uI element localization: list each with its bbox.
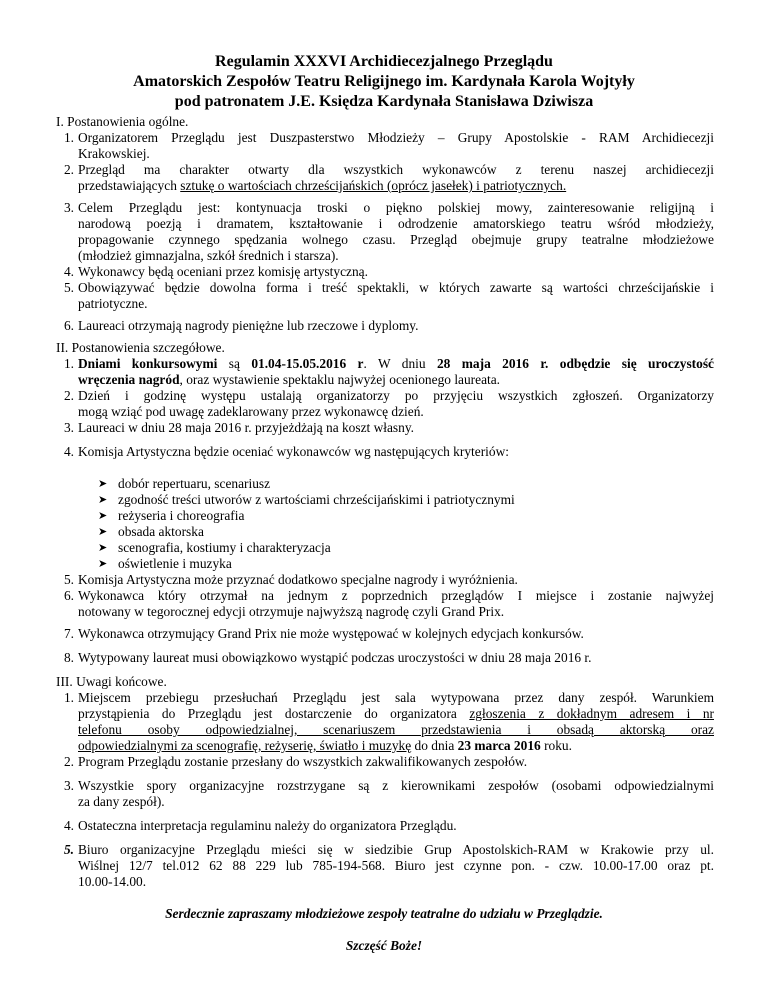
section-2-item-3 xyxy=(63,420,714,436)
item-number: 1. xyxy=(63,690,74,705)
closing-blessing: Szczęść Boże! xyxy=(345,938,423,953)
item-number: 6. xyxy=(63,588,74,603)
item-number: 3. xyxy=(63,778,74,793)
item-number: 2. xyxy=(63,388,74,403)
item-text-line: narodową poezją i dramatem, kształtowanie i odrodzenie amatorskiego teatru wśród młodzieży, xyxy=(78,216,714,231)
document-title-line-1: Regulamin XXXVI Archidiecezjalnego Przeglądu xyxy=(215,53,553,70)
section-2-item-8 xyxy=(63,650,714,666)
item-text: , oraz wystawienie spektaklu najwyżej ocenionego laureata. xyxy=(179,372,501,387)
item-number: 1. xyxy=(63,356,74,371)
item-number: 2. xyxy=(63,162,74,177)
criteria-text: reżyseria i choreografia xyxy=(118,508,245,523)
item-number: 3. xyxy=(63,420,74,435)
item-text: roku. xyxy=(540,738,572,753)
bold-text: 28 maja 2016 r. odbędzie się uroczystość xyxy=(436,356,714,371)
item-number: 5. xyxy=(63,572,74,587)
item-text-line: Dzień i godzinę występu ustalają organizatorzy po przyjęciu wszystkich zgłoszeń. Organizatorzy xyxy=(78,388,714,403)
item-text-line: Laureaci otrzymają nagrody pieniężne lub rzeczowe i dyplomy. xyxy=(78,318,419,333)
item-text-line: Przegląd ma charakter otwarty dla wszystkich wykonawców z terenu naszej archidiecezji xyxy=(78,162,714,177)
item-text-line: Ostateczna interpretacja regulaminu należy do organizatora Przeglądu. xyxy=(78,818,457,833)
item-text-line: mogą wziąć pod uwagę zadeklarowany przez wykonawcę dzień. xyxy=(78,404,424,419)
section-2-item-7 xyxy=(63,626,714,642)
section-3-item-1 xyxy=(63,690,714,754)
underlined-text: zgłoszenia z dokładnym adresem i nr xyxy=(469,706,714,721)
item-text-line: 10.00-14.00. xyxy=(78,874,147,889)
item-text-line: Program Przeglądu zostanie przesłany do wszystkich zakwalifikowanych zespołów. xyxy=(78,754,528,769)
item-text-line: Biuro organizacyjne Przeglądu mieści się w siedzibie Grup Apostolskich-RAM w Krakowie przy ul. xyxy=(78,842,714,857)
item-text: przystąpienia do Przeglądu jest dostarczenie do organizatora xyxy=(78,706,470,721)
criteria-text: obsada aktorska xyxy=(118,524,204,539)
item-text-line: Wykonawca który otrzymał na jednym z poprzednich przeglądów I miejsce i zostanie najwyżej xyxy=(78,588,714,603)
document-title-line-3: pod patronatem J.E. Księdza Kardynała Stanisława Dziwisza xyxy=(174,93,594,110)
item-number: 3. xyxy=(63,200,74,215)
item-text: są xyxy=(217,356,252,371)
criteria-text: scenografia, kostiumy i charakteryzacja xyxy=(118,540,331,555)
section-2-item-2 xyxy=(63,388,714,420)
item-number: 8. xyxy=(63,650,74,665)
arrow-bullet-icon: ➤ xyxy=(98,510,108,522)
document-title-line-2: Amatorskich Zespołów Teatru Religijnego im. Kardynała Karola Wojtyły xyxy=(133,73,635,90)
section-2-item-1 xyxy=(63,356,714,388)
bold-text: 23 marca 2016 xyxy=(457,738,541,753)
item-text-line: notowany w tegorocznej edycji otrzymuje najwyższą nagrodę czyli Grand Prix. xyxy=(78,604,505,619)
section-1-item-1 xyxy=(63,130,714,162)
section-3-item-5 xyxy=(63,842,714,890)
section-3-heading: III. Uwagi końcowe. xyxy=(56,674,167,689)
item-number: 4. xyxy=(63,444,74,459)
bold-text: 01.04-15.05.2016 r xyxy=(251,356,364,371)
arrow-bullet-icon: ➤ xyxy=(98,558,108,570)
criteria-text: dobór repertuaru, scenariusz xyxy=(118,476,271,491)
section-1-item-2 xyxy=(63,162,714,194)
item-text-line: propagowanie czynnego spędzania wolnego czasu. Przegląd obejmuje grupy teatralne młodzieżowe xyxy=(78,232,714,247)
item-number: 5. xyxy=(63,280,74,295)
item-text-line: Krakowskiej. xyxy=(78,146,150,161)
item-text-line: Wykonawca otrzymujący Grand Prix nie może występować w kolejnych edycjach konkursów. xyxy=(78,626,584,641)
item-text-line: za dany zespół). xyxy=(78,794,165,809)
arrow-bullet-icon: ➤ xyxy=(98,494,108,506)
item-text: . W dniu xyxy=(363,356,437,371)
section-3-item-2 xyxy=(63,754,714,770)
item-number: 4. xyxy=(63,264,74,279)
section-2-item-6 xyxy=(63,588,714,620)
item-number: 1. xyxy=(63,130,74,145)
criteria-text: zgodność treści utworów z wartościami chrześcijańskimi i patriotycznymi xyxy=(118,492,515,507)
underlined-text: odpowiedzialnymi za scenografię, reżyserię, światło i muzykę xyxy=(78,738,412,753)
item-text-line: Komisja Artystyczna będzie oceniać wykonawców wg następujących kryteriów: xyxy=(78,444,509,459)
bold-text: wręczenia nagród xyxy=(78,372,180,387)
item-text-line: Miejscem przebiegu przesłuchań Przeglądu jest sala wytypowana przez dany zespół. Warunkiem xyxy=(78,690,714,705)
arrow-bullet-icon: ➤ xyxy=(98,478,108,490)
item-text-line: Wszystkie spory organizacyjne rozstrzygane są z kierownikami zespołów (osobami odpowiedzialnymi xyxy=(78,778,714,793)
item-number: 5. xyxy=(63,842,74,857)
section-1-item-5 xyxy=(63,280,714,312)
item-text-line: Wykonawcy będą oceniani przez komisję artystyczną. xyxy=(78,264,368,279)
section-3-item-3 xyxy=(63,778,714,810)
item-text-line: przedstawiających xyxy=(78,178,181,193)
section-1-item-6 xyxy=(63,318,714,334)
underlined-text: sztukę o wartościach chrześcijańskich (oprócz jasełek) i patriotycznych. xyxy=(180,178,567,193)
item-text-line: Laureaci w dniu 28 maja 2016 r. przyjeżdżają na koszt własny. xyxy=(78,420,415,435)
item-number: 2. xyxy=(63,754,74,769)
item-number: 6. xyxy=(63,318,74,333)
closing-invitation: Serdecznie zapraszamy młodzieżowe zespoły teatralne do udziału w Przeglądzie. xyxy=(165,906,603,921)
underlined-text: telefonu osoby odpowiedzialnej, scenariuszem przedstawienia i obsadą aktorską oraz xyxy=(78,722,714,737)
criteria-text: oświetlenie i muzyka xyxy=(118,556,232,571)
item-text-line: (młodzież gimnazjalna, szkół średnich i starsza). xyxy=(78,248,339,263)
item-text-line: Organizatorem Przeglądu jest Duszpasterstwo Młodzieży – Grupy Apostolskie - RAM Archidiecezji xyxy=(78,130,714,145)
arrow-bullet-icon: ➤ xyxy=(98,526,108,538)
item-text: do dnia xyxy=(411,738,458,753)
item-text-line: Wiślnej 12/7 tel.012 62 88 229 lub 785-194-568. Biuro jest czynne pon. - czw. 10.00-17.00 oraz pt. xyxy=(78,858,714,873)
item-text-line: Obowiązywać będzie dowolna forma i treść spektakli, w których zawarte są wartości chrześcijańskie i xyxy=(78,280,714,295)
item-text-line: Komisja Artystyczna może przyznać dodatkowo specjalne nagrody i wyróżnienia. xyxy=(78,572,518,587)
section-1-item-4 xyxy=(63,264,714,280)
bold-text: Dniami konkursowymi xyxy=(78,356,218,371)
section-2-item-5 xyxy=(63,572,714,588)
item-text-line: patriotyczne. xyxy=(78,296,148,311)
section-1-heading: I. Postanowienia ogólne. xyxy=(56,114,189,129)
section-1-item-3 xyxy=(63,200,714,264)
item-number: 4. xyxy=(63,818,74,833)
section-2-item-4 xyxy=(63,444,714,460)
item-text-line: Wytypowany laureat musi obowiązkowo wystąpić podczas uroczystości w dniu 28 maja 2016 r. xyxy=(78,650,592,665)
section-2-heading: II. Postanowienia szczegółowe. xyxy=(56,340,225,355)
section-3-item-4 xyxy=(63,818,714,834)
arrow-bullet-icon: ➤ xyxy=(98,542,108,554)
item-text-line: Celem Przeglądu jest: kontynuacja troski o piękno polskiej mowy, zainteresowanie religijną i xyxy=(78,200,714,215)
item-number: 7. xyxy=(63,626,74,641)
